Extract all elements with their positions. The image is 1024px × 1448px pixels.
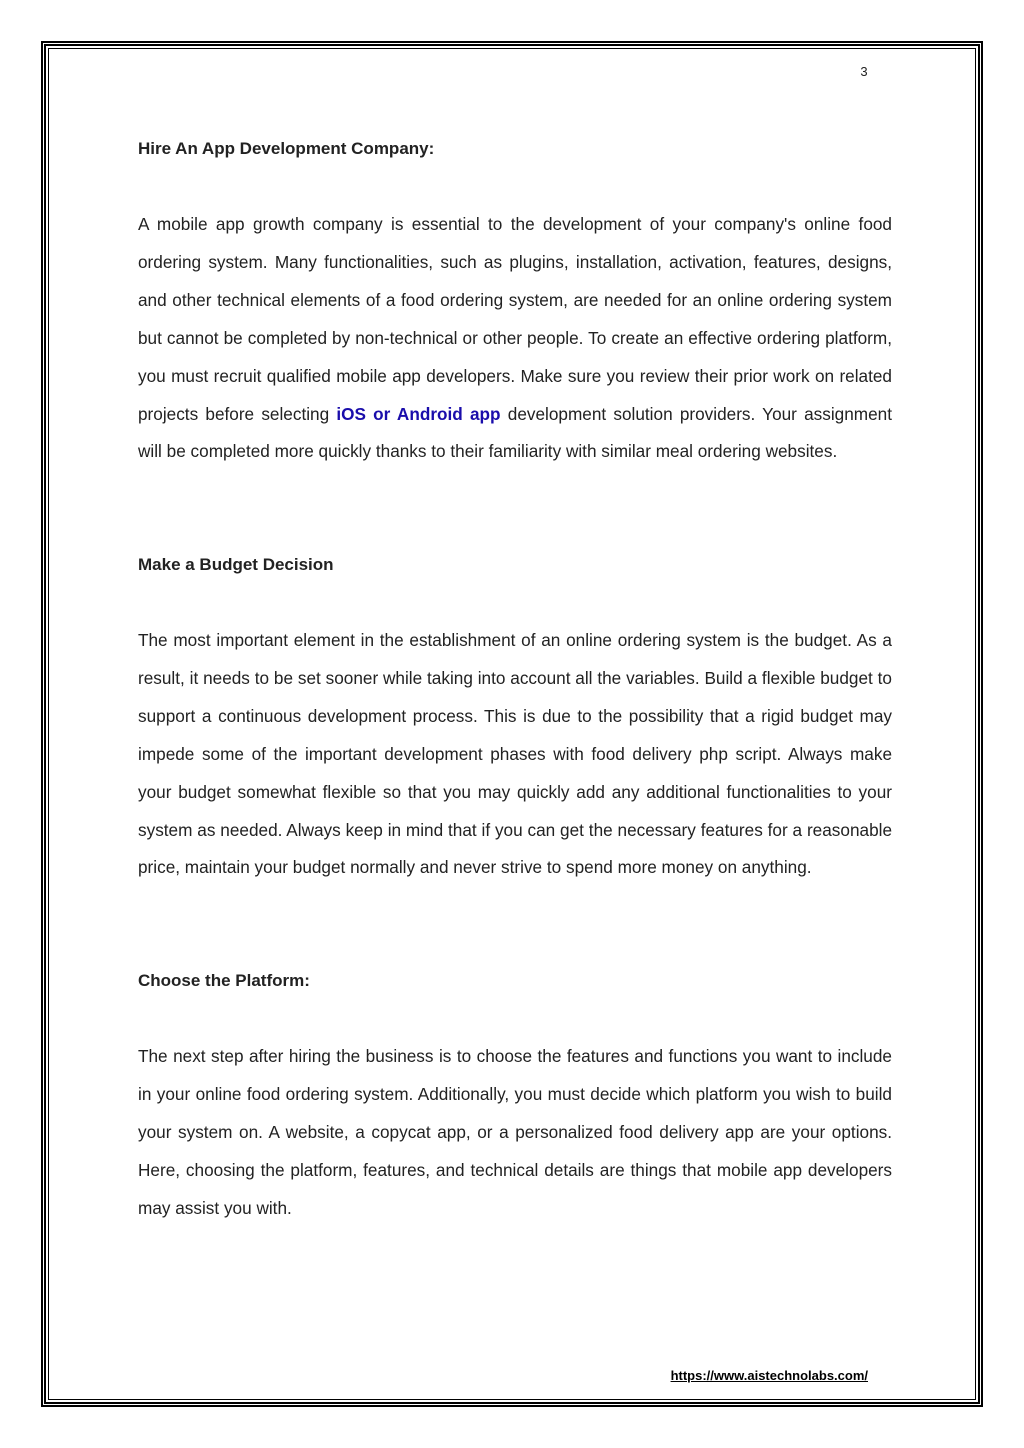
section-paragraph-hire-company <box>138 206 892 471</box>
section-heading-platform: Choose the Platform: <box>138 971 310 990</box>
section-heading-budget: Make a Budget Decision <box>138 555 334 574</box>
paragraph-text: A mobile app growth company is essential to the development of your company's online food ordering system. Many functionalities, such as plugins, installation, activation, features, designs, and other technical elements of a food ordering system, are needed for an online ordering system but cannot be completed by non-technical or other people. To create an effective ordering platform, you must recruit qualified mobile app developers. Make sure you review their prior work on related projects before selecting <box>138 214 892 424</box>
section-paragraph-budget: The most important element in the establishment of an online ordering system is the budget. As a result, it needs to be set sooner while taking into account all the variables. Build a flexible budget to support a continuous development process. This is due to the possibility that a rigid budget may impede some of the important development phases with food delivery php script. Always make your budget somewhat flexible so that you may quickly add any additional functionalities to your system as needed. Always keep in mind that if you can get the necessary features for a reasonable price, maintain your budget normally and never strive to spend more money on anything. <box>138 630 892 878</box>
paragraph-text: development solution providers. Your assignment will be completed more quickly thanks to their familiarity with similar meal ordering websites. <box>138 403 893 462</box>
footer-website-link[interactable]: https://www.aistechnolabs.com/ <box>670 1368 868 1383</box>
page-number: 3 <box>860 64 868 79</box>
section-heading-hire-company: Hire An App Development Company: <box>138 139 435 158</box>
section-paragraph-platform: The next step after hiring the business is to choose the features and functions you want to include in your online food ordering system. Additionally, you must decide which platform you wish to build your system on. A website, a copycat app, or a personalized food delivery app are your options. Here, choosing the platform, features, and technical details are things that mobile app developers may assist you with. <box>138 1046 892 1218</box>
ios-android-app-link[interactable]: iOS or Android app <box>336 403 501 424</box>
